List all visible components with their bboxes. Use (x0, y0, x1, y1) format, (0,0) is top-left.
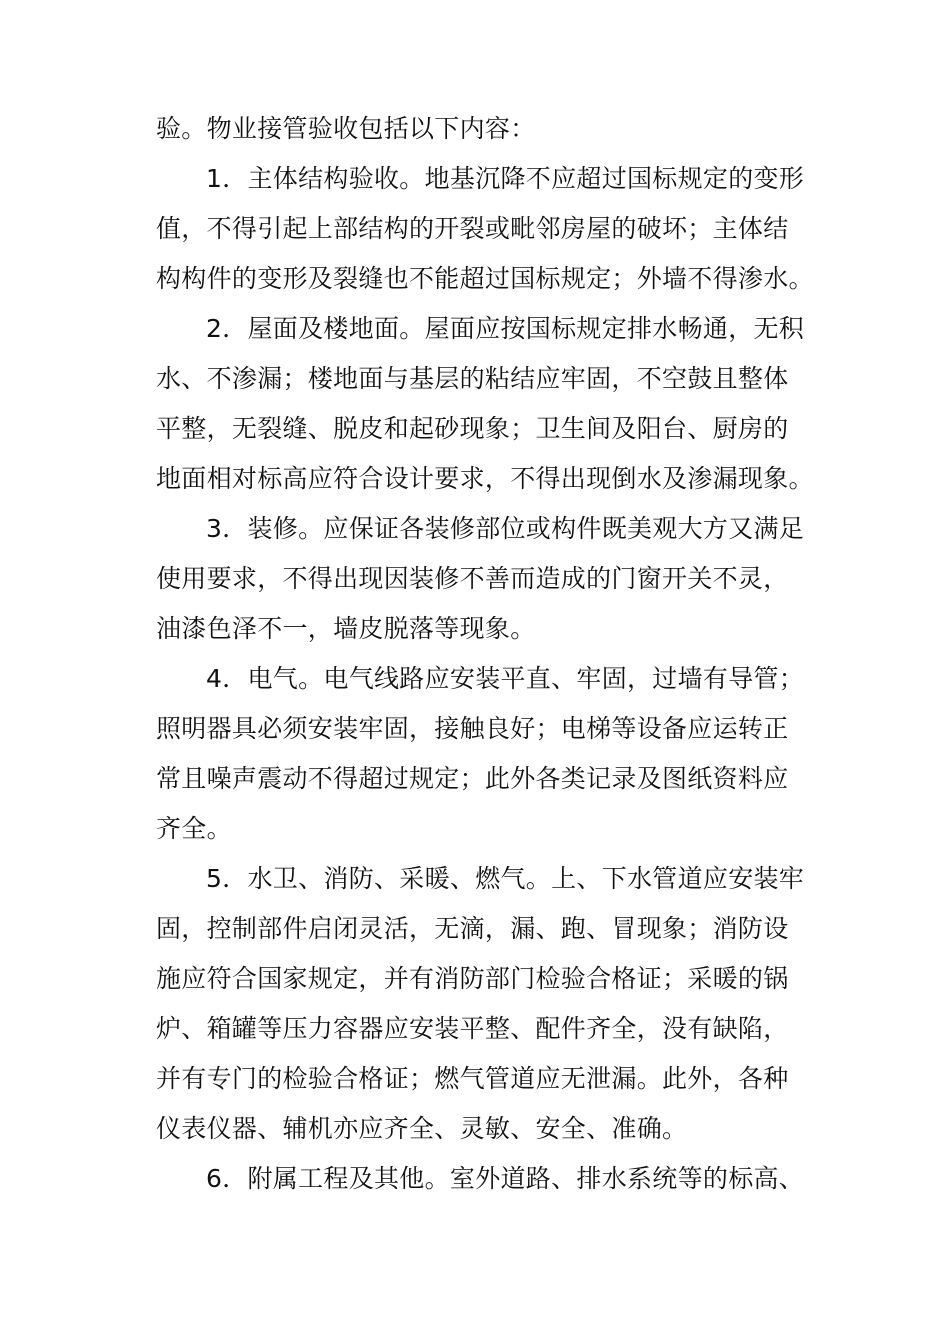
text-line: 平整，无裂缝、脱皮和起砂现象；卫生间及阳台、厨房的 (156, 414, 789, 443)
text-line: 常且噪声震动不得超过规定；此外各类记录及图纸资料应 (156, 764, 789, 793)
text-line: 地面相对标高应符合设计要求，不得出现倒水及渗漏现象。 (156, 464, 814, 493)
text-line: 齐全。 (156, 814, 232, 843)
text-line: 值，不得引起上部结构的开裂或毗邻房屋的破坏；主体结 (156, 214, 789, 243)
text-line: 并有专门的检验合格证；燃气管道应无泄漏。此外，各种 (156, 1064, 789, 1093)
text-line: 固，控制部件启闭灵活，无滴，漏、跑、冒现象；消防设 (156, 914, 789, 943)
text-line-item-6: 6．附属工程及其他。室外道路、排水系统等的标高、 (206, 1164, 805, 1193)
text-line-item-3: 3．装修。应保证各装修部位或构件既美观大方又满足 (206, 514, 805, 543)
text-line-item-5: 5．水卫、消防、采暖、燃气。上、下水管道应安装牢 (206, 864, 805, 893)
text-line: 油漆色泽不一，墙皮脱落等现象。 (156, 614, 536, 643)
text-line: 照明器具必须安装牢固，接触良好；电梯等设备应运转正 (156, 714, 789, 743)
text-line: 仪表仪器、辅机亦应齐全、灵敏、安全、准确。 (156, 1114, 688, 1143)
text-line: 验。物业接管验收包括以下内容： (156, 114, 536, 143)
body-text (156, 104, 816, 1204)
text-line: 构构件的变形及裂缝也不能超过国标规定；外墙不得渗水。 (156, 264, 814, 293)
text-line-item-4: 4．电气。电气线路应安装平直、牢固，过墙有导管； (206, 664, 805, 693)
text-line-item-2: 2．屋面及楼地面。屋面应按国标规定排水畅通，无积 (206, 314, 805, 343)
text-line-item-1: 1．主体结构验收。地基沉降不应超过国标规定的变形 (206, 164, 805, 193)
text-line: 水、不渗漏；楼地面与基层的粘结应牢固，不空鼓且整体 (156, 364, 789, 393)
text-line: 使用要求，不得出现因装修不善而造成的门窗开关不灵， (156, 564, 789, 593)
text-line: 炉、箱罐等压力容器应安装平整、配件齐全，没有缺陷， (156, 1014, 789, 1043)
text-line: 施应符合国家规定，并有消防部门检验合格证；采暖的锅 (156, 964, 789, 993)
